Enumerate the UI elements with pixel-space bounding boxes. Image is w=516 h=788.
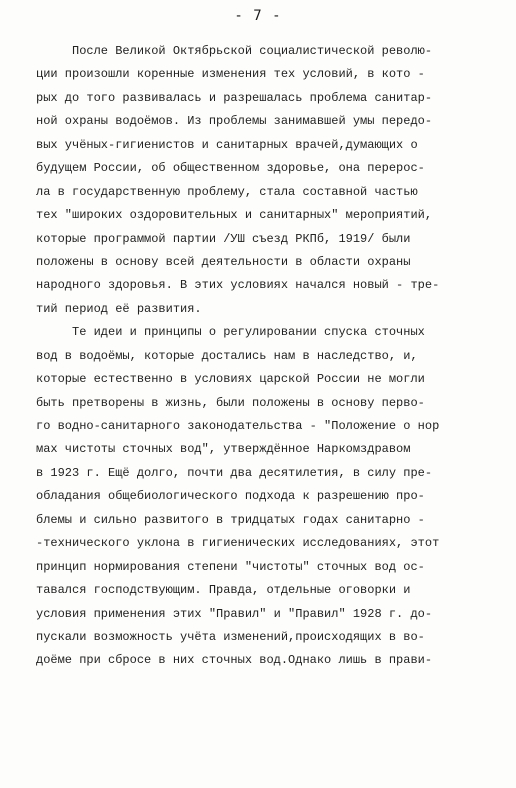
text-line: Те идеи и принципы о регулировании спуска сточных	[36, 325, 425, 340]
text-line: рых до того развивалась и разрешалась проблема санитар-	[36, 90, 433, 105]
text-line: мах чистоты сточных вод", утверждённое Наркомздравом	[36, 442, 411, 457]
text-line: которые естественно в условиях царской России не могли	[36, 372, 425, 387]
text-line: тавался господствующим. Правда, отдельные оговорки и	[36, 583, 411, 598]
text-line: После Великой Октябрьской социалистической револю-	[36, 44, 433, 58]
text-line: народного здоровья. В этих условиях начался новый - тре-	[36, 278, 440, 293]
text-line: обладания общебиологического подхода к разрешению про-	[36, 489, 425, 504]
text-line: в 1923 г. Ещё долго, почти два десятилетия, в силу пре-	[36, 465, 433, 480]
body-text	[36, 40, 486, 673]
text-line: тий период её развития.	[36, 301, 202, 316]
text-line: пускали возможность учёта изменений,происходящих в во-	[36, 629, 425, 644]
text-line: блемы и сильно развитого в тридцатых годах санитарно -	[36, 512, 425, 527]
text-line: быть претворены в жизнь, были положены в основу перво-	[36, 395, 425, 410]
text-line: доёме при сбросе в них сточных вод.Однако лишь в прави-	[36, 653, 433, 668]
text-line: будущем России, об общественном здоровье, она перерос-	[36, 161, 425, 176]
text-line: которые программой партии /УШ съезд РКПб, 1919/ были	[36, 231, 411, 246]
text-line: ла в государственную проблему, стала составной частью	[36, 184, 418, 199]
text-line: принцип нормирования степени "чистоты" сточных вод ос-	[36, 559, 425, 574]
text-line: го водно-санитарного законодательства - "Положение о нор	[36, 419, 440, 433]
text-line: тех "широких оздоровительных и санитарных" мероприятий,	[36, 208, 433, 223]
text-line: вод в водоёмы, которые достались нам в наследство, и,	[36, 348, 418, 363]
text-line: -технического уклона в гигиенических исследованиях, этот	[36, 536, 440, 551]
text-line: условия применения этих "Правил" и "Правил" 1928 г. до-	[36, 606, 433, 621]
page-number: - 7 -	[234, 8, 282, 24]
text-line: ной охраны водоёмов. Из проблемы занимавшей умы передо-	[36, 114, 433, 129]
text-line: ции произошли коренные изменения тех условий, в кото -	[36, 67, 425, 82]
text-line: вых учёных-гигиенистов и санитарных врачей,думающих о	[36, 137, 418, 152]
text-line: положены в основу всей деятельности в области охраны	[36, 254, 411, 269]
